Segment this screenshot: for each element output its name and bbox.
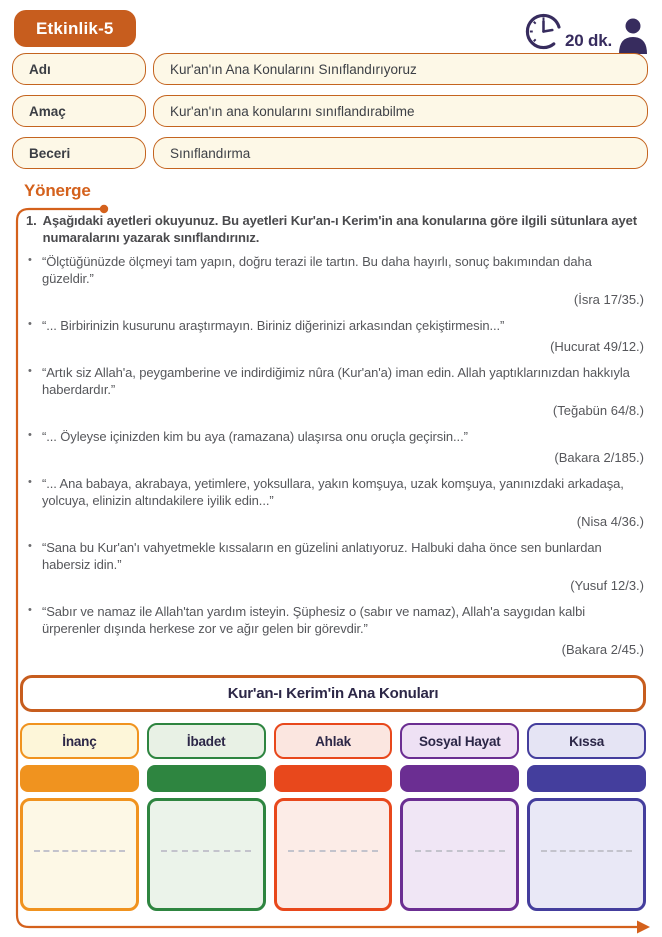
instruction: [26, 212, 644, 246]
verse-quote: “Sabır ve namaz ile Allah'tan yardım isteyin. Şüphesiz o (sabır ve namaz), Allah'a saygıdan kalbi ürperenler dışında herkese zor ve ağır gelen bir görevdir.”: [42, 604, 585, 636]
column-header: [20, 723, 139, 759]
answer-box[interactable]: [147, 798, 266, 911]
verse-quote: “Ölçtüğünüzde ölçmeyi tam yapın, doğru terazi ile tartın. Bu daha hayırlı, sonuç bakımından daha güzeldir.”: [42, 254, 592, 286]
verse-reference: (Yusuf 12/3.): [570, 578, 644, 593]
writing-line: [288, 850, 378, 852]
bullet-icon: •: [28, 318, 32, 330]
column-header: [147, 723, 266, 759]
verse-item: [26, 603, 644, 658]
column-label: Sosyal Hayat: [418, 733, 501, 749]
column-color-bar: [274, 765, 393, 792]
person-icon: [614, 16, 650, 54]
activity-badge: [14, 10, 136, 47]
meta-value-amac: Kur'an'ın ana konularını sınıflandırabilme: [153, 95, 648, 127]
writing-line: [34, 850, 124, 852]
writing-line: [541, 850, 631, 852]
meta-label-amac: Amaç: [12, 95, 146, 127]
column-header: [527, 723, 646, 759]
answer-box[interactable]: [274, 798, 393, 911]
column-color-bar: [400, 765, 519, 792]
verse-quote: “... Birbirinizin kusurunu araştırmayın. Biriniz diğerinizi arkasından çekiştirmesin...”: [42, 318, 505, 333]
bullet-icon: •: [28, 254, 32, 266]
instruction-text: Aşağıdaki ayetleri okuyunuz. Bu ayetleri Kur'an-ı Kerim'in ana konularına göre ilgili sütunlara ayet numaralarını yazarak sınıflandırınız.: [42, 213, 638, 245]
directive-heading: Yönerge: [24, 181, 91, 200]
verse-quote: “Artık siz Allah'a, peygamberine ve indirdiğimiz nûra (Kur'an'a) iman edin. Allah yaptıklarınızdan hakkıyla haberdardır.”: [42, 365, 630, 397]
column-color-bar: [527, 765, 646, 792]
meta-row-beceri: [12, 137, 648, 169]
column-label: Kıssa: [569, 733, 605, 749]
verse-list: [26, 253, 644, 658]
verse-item: [26, 317, 644, 355]
verse-quote: “... Ana babaya, akrabaya, yetimlere, yoksullara, yakın komşuya, uzak komşuya, yanınızdaki arkadaşa, yolcuya, elinizin altındakilere iyilik edin...”: [42, 476, 624, 508]
answer-box[interactable]: [400, 798, 519, 911]
bullet-icon: •: [28, 365, 32, 377]
verse-quote: “Sana bu Kur'an'ı vahyetmekle kıssaların en güzelini anlatıyoruz. Halbuki daha önce sen bunlardan habersiz idin.”: [42, 540, 602, 572]
column-header: [400, 723, 519, 759]
clock-icon: [523, 11, 564, 52]
verse-item: [26, 253, 644, 308]
column-header: [274, 723, 393, 759]
bullet-icon: •: [28, 540, 32, 552]
classification-table: [20, 723, 646, 911]
meta-value-beceri: Sınıflandırma: [153, 137, 648, 169]
duration-indicator: [523, 11, 650, 54]
verse-quote: “... Öyleyse içinizden kim bu aya (ramazana) ulaşırsa onu oruçla geçirsin...”: [42, 429, 468, 444]
directive-body: [26, 212, 644, 667]
column-color-bar: [20, 765, 139, 792]
verse-item: [26, 539, 644, 594]
arrow-right-icon: [637, 921, 650, 934]
answer-box[interactable]: [527, 798, 646, 911]
instruction-number: 1.: [26, 213, 37, 228]
column-label: İbadet: [186, 733, 226, 749]
answer-box[interactable]: [20, 798, 139, 911]
column-label: İnanç: [62, 733, 97, 749]
writing-line: [161, 850, 251, 852]
meta-value-adi: Kur'an'ın Ana Konularını Sınıflandırıyoruz: [153, 53, 648, 85]
meta-label-beceri: Beceri: [12, 137, 146, 169]
duration-text: 20 dk.: [565, 31, 612, 50]
verse-reference: (İsra 17/35.): [573, 292, 644, 307]
meta-label-adi: Adı: [12, 53, 146, 85]
bullet-icon: •: [28, 604, 32, 616]
verse-item: [26, 428, 644, 466]
bullet-icon: •: [28, 429, 32, 441]
verse-item: [26, 364, 644, 419]
verse-reference: (Bakara 2/185.): [554, 450, 644, 465]
meta-row-amac: [12, 95, 648, 127]
column-color-bar: [147, 765, 266, 792]
writing-line: [415, 850, 505, 852]
table-title: Kur'an-ı Kerim'in Ana Konuları: [20, 675, 646, 712]
verse-reference: (Hucurat 49/12.): [550, 339, 644, 354]
verse-reference: (Teğabün 64/8.): [552, 403, 644, 418]
column-label: Ahlak: [315, 733, 351, 749]
bullet-icon: •: [28, 476, 32, 488]
activity-label: Etkinlik-5: [36, 18, 114, 38]
verse-reference: (Nisa 4/36.): [576, 514, 644, 529]
verse-reference: (Bakara 2/45.): [561, 642, 644, 657]
verse-item: [26, 475, 644, 530]
meta-row-adi: [12, 53, 648, 85]
